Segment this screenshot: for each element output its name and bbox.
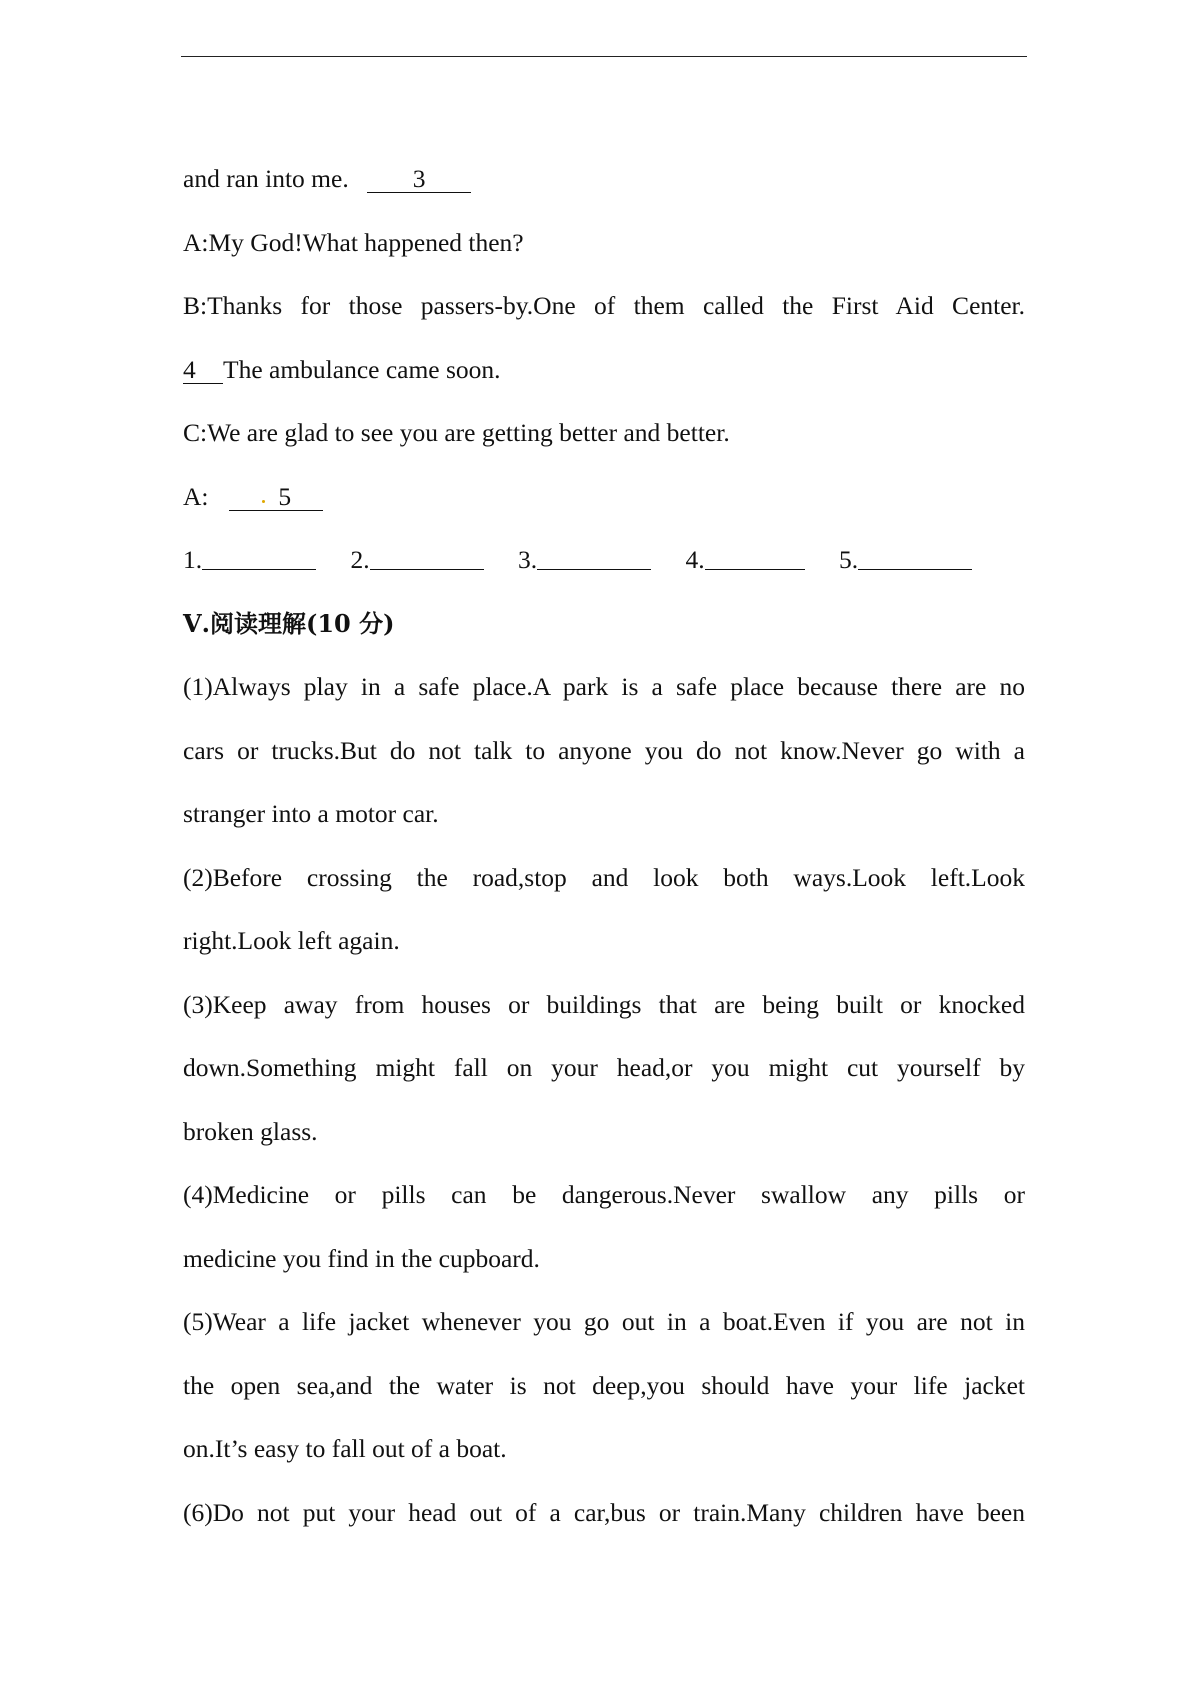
answer-blank-1: 1.: [183, 528, 316, 592]
reading-line: broken glass.: [183, 1116, 318, 1146]
answer-blank-3: 3.: [518, 528, 651, 592]
answer-blanks-row: [183, 528, 1025, 592]
reading-line: (2)Before crossing the road,stop and look both ways.Look left.Look: [183, 862, 1025, 892]
answer-blank-5: 5.: [839, 528, 972, 592]
dialogue-line-3: B:Thanks for those passers-by.One of them called the First Aid Center.: [183, 291, 1025, 320]
section-title: Ⅴ.阅读理解(10 分): [183, 608, 395, 638]
blank-number: 5: [278, 481, 292, 511]
reading-line: on.It’s easy to fall out of a boat.: [183, 1434, 507, 1463]
dialogue-text: and ran into me.: [183, 164, 349, 193]
dialogue-line-5: C:We are glad to see you are getting better and better.: [183, 418, 730, 447]
reading-line: (5)Wear a life jacket whenever you go out in a boat.Even if you are not in: [183, 1307, 1025, 1336]
answer-blank-4: 4.: [686, 528, 805, 592]
reading-line: (6)Do not put your head out of a car,bus or train.Many children have been: [183, 1497, 1025, 1527]
dialogue-line-6: [183, 465, 1025, 529]
reading-line: cars or trucks.But do not talk to anyone you do not know.Never go with a: [183, 735, 1025, 765]
page-content: [183, 147, 1025, 1544]
reading-line: right.Look left again.: [183, 926, 400, 955]
reading-line: down.Something might fall on your head,or you might cut yourself by: [183, 1053, 1025, 1082]
reading-line: (1)Always play in a safe place.A park is a safe place because there are no: [183, 672, 1025, 701]
reading-line: stranger into a motor car.: [183, 799, 439, 828]
blank-4: 4: [183, 357, 223, 384]
dialogue-line-1: [183, 147, 1025, 211]
reading-line: (3)Keep away from houses or buildings that are being built or knocked: [183, 989, 1025, 1019]
reading-line: the open sea,and the water is not deep,you should have your life jacket: [183, 1370, 1025, 1400]
answer-blank-2: 2.: [351, 528, 484, 592]
dialogue-line-2: A:My God!What happened then?: [183, 227, 524, 257]
annotation-dot: [262, 500, 265, 503]
dialogue-line-4: [183, 338, 1025, 402]
speaker-label: A:: [183, 481, 209, 511]
blank-5: [229, 481, 323, 511]
dialogue-text: The ambulance came soon.: [223, 354, 501, 384]
header-rule: [181, 56, 1027, 57]
reading-line: medicine you find in the cupboard.: [183, 1243, 540, 1273]
blank-3: 3: [367, 166, 471, 193]
reading-line: (4)Medicine or pills can be dangerous.Never swallow any pills or: [183, 1180, 1025, 1209]
